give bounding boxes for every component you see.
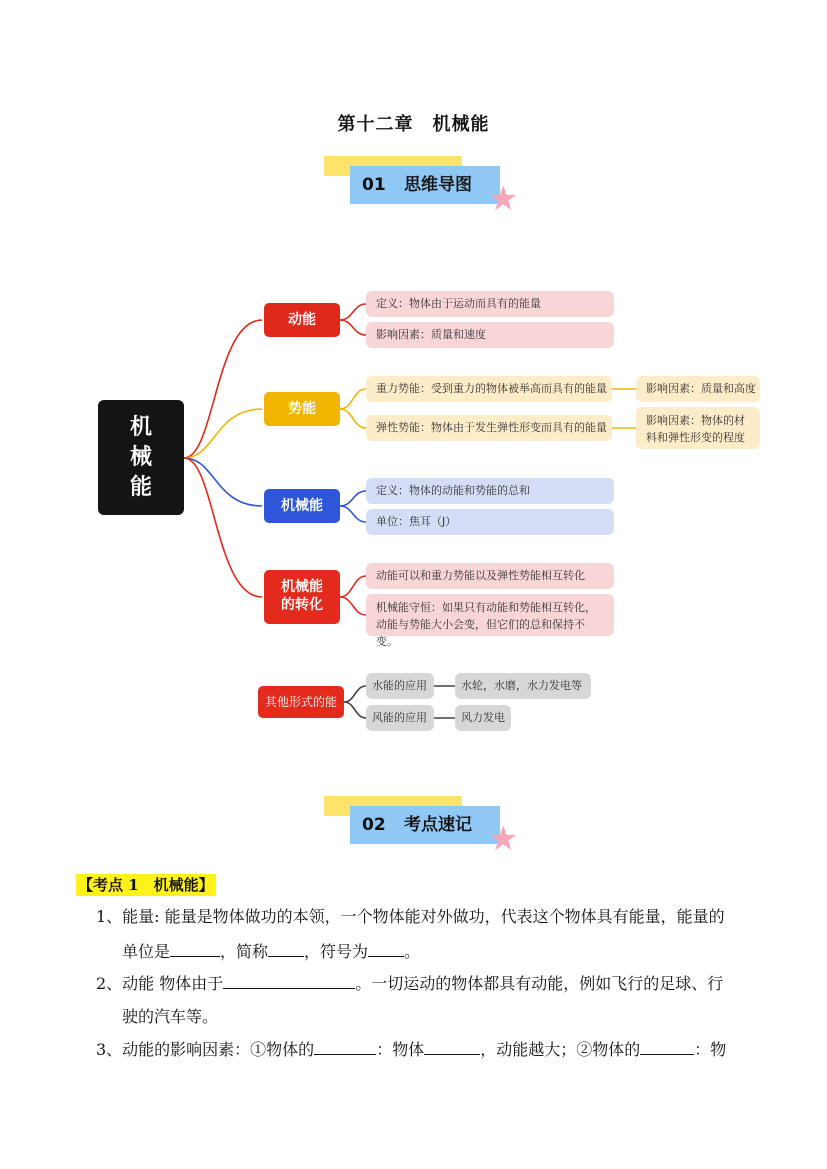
leaf-kinetic-definition: 定义：物体由于运动而具有的能量 — [366, 291, 614, 317]
fill-blank[interactable] — [268, 940, 304, 957]
conversion-label-line2: 的转化 — [281, 597, 323, 613]
leaf-conservation: 机械能守恒：如果只有动能和势能相互转化，动能与势能大小会变，但它们的总和保持不变。 — [366, 594, 614, 636]
text-run: 。一切运动的物体都具有动能，例如飞行的足球、行 — [355, 974, 724, 993]
root-char: 机 — [129, 415, 152, 440]
text-run: ，动能越大；②物体的 — [480, 1040, 641, 1059]
text-run: ：物体 — [376, 1040, 425, 1059]
paragraph-2-line-2: 驶的汽车等。 — [122, 1007, 219, 1026]
leaf-water-application: 水能的应用 — [366, 673, 434, 699]
fill-blank[interactable] — [424, 1038, 480, 1055]
root-char: 械 — [129, 445, 152, 470]
leaf-gravity-potential: 重力势能：受到重力的物体被举高而具有的能量 — [366, 376, 612, 402]
header-blue-box — [350, 806, 500, 844]
section-number: 02 — [362, 815, 386, 835]
leaf-gravity-factors: 影响因素：质量和高度 — [636, 376, 760, 402]
leaf-water-examples: 水轮，水磨，水力发电等 — [455, 673, 591, 699]
leaf-kinetic-factors: 影响因素：质量和速度 — [366, 322, 614, 348]
text-run: 。 — [404, 942, 421, 961]
star-icon: ★ — [488, 179, 519, 219]
paragraph-2-line-1 — [96, 967, 756, 1000]
text-run: 2、动能 物体由于 — [96, 974, 224, 993]
section-label: 思维导图 — [404, 175, 472, 195]
leaf-elastic-factors: 影响因素：物体的材料和弹性形变的程度 — [636, 407, 760, 449]
leaf-wind-examples: 风力发电 — [455, 705, 511, 731]
fill-blank[interactable] — [640, 1038, 694, 1055]
section-label: 考点速记 — [404, 815, 472, 835]
paragraph-1-line-2 — [122, 935, 782, 968]
leaf-wind-application: 风能的应用 — [366, 705, 434, 731]
text-run: ：物 — [694, 1040, 727, 1059]
text-run: ，简称 — [220, 942, 269, 961]
paragraph-1-line-1: 1、能量: 能量是物体做功的本领，一个物体能对外做功，代表这个物体具有能量，能量的 — [96, 907, 725, 926]
leaf-elastic-potential: 弹性势能：物体由于发生弹性形变而具有的能量 — [366, 415, 612, 441]
fill-blank[interactable] — [314, 1038, 376, 1055]
kaodian-heading: 【考点 1 机械能】 — [78, 876, 214, 894]
text-run: ，符号为 — [304, 942, 369, 961]
root-char: 能 — [129, 475, 152, 500]
node-other-energy: 其他形式的能 — [258, 686, 344, 718]
node-mechanical: 机械能 — [264, 489, 340, 523]
leaf-conversion-mutual: 动能可以和重力势能以及弹性势能相互转化 — [366, 563, 614, 589]
leaf-mechanical-definition: 定义：物体的动能和势能的总和 — [366, 478, 614, 504]
chapter-title: 第十二章 机械能 — [337, 114, 490, 135]
section-header-keypoints — [324, 796, 519, 859]
fill-blank[interactable] — [223, 972, 355, 989]
mindmap-root — [98, 400, 184, 515]
node-conversion — [264, 570, 340, 624]
leaf-mechanical-unit: 单位：焦耳（J） — [366, 509, 614, 535]
node-potential: 势能 — [264, 392, 340, 426]
text-run: 3、动能的影响因素：①物体的 — [96, 1040, 315, 1059]
node-kinetic: 动能 — [264, 303, 340, 337]
fill-blank[interactable] — [368, 940, 404, 957]
fill-blank[interactable] — [170, 940, 220, 957]
section-number: 01 — [362, 175, 386, 195]
star-icon: ★ — [488, 819, 519, 859]
text-run: 单位是 — [122, 942, 171, 961]
conversion-label-line1: 机械能 — [281, 579, 323, 595]
paragraph-3-line-1 — [96, 1033, 756, 1066]
